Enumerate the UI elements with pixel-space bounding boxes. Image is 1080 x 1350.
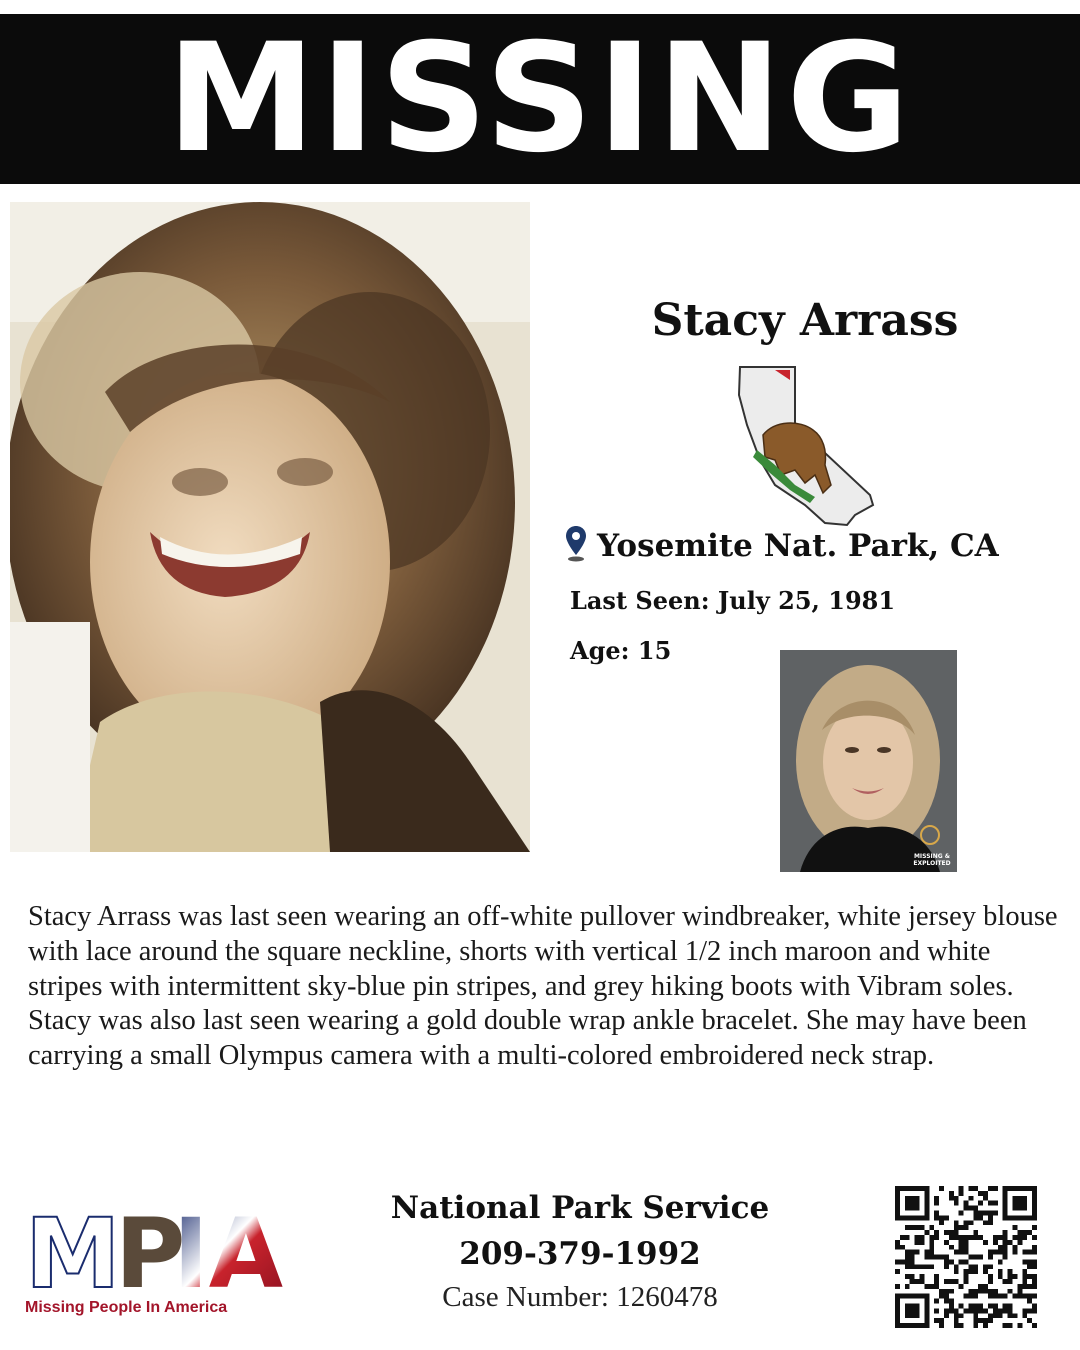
contact-block (330, 1185, 830, 1317)
last-seen-date: Last Seen: July 25, 1981 (570, 586, 896, 615)
case-number: Case Number: 1260478 (442, 1281, 718, 1313)
svg-text:EXPLOITED: EXPLOITED (913, 860, 951, 867)
svg-text:MISSING &: MISSING & (913, 853, 951, 860)
last-location: Yosemite Nat. Park, CA (597, 528, 999, 564)
svg-text:IA: IA (173, 1205, 284, 1297)
main-photo (10, 202, 530, 852)
logo-subtitle: Missing People In America (25, 1299, 228, 1316)
qr-code-icon[interactable] (895, 1186, 1037, 1328)
missing-banner (0, 14, 1080, 184)
svg-text:M: M (25, 1205, 117, 1297)
svg-text:P: P (115, 1205, 186, 1297)
person-name: Stacy Arrass (651, 295, 959, 346)
age-progression-photo (780, 650, 957, 872)
location-pin-icon (565, 525, 587, 567)
agency-name: National Park Service (390, 1190, 770, 1226)
age-label: Age: 15 (570, 636, 672, 665)
phone-number[interactable]: 209-379-1992 (459, 1236, 701, 1272)
california-map-icon (735, 365, 880, 530)
banner-title: MISSING (166, 12, 914, 186)
mpia-logo (25, 1205, 285, 1325)
location-row (565, 525, 999, 567)
description-text: Stacy Arrass was last seen wearing an off-white pullover windbreaker, white jersey blouse with lace around the square neckline, shorts with vertical 1/2 inch maroon and white stripes with intermittent sky-blue pin stripes, and grey hiking boots with Vibram soles. Stacy was also last seen wearing a gold double wrap ankle bracelet. She may have been carrying a small Olympus camera with a multi-colored embroidered neck strap. (28, 901, 1058, 1072)
